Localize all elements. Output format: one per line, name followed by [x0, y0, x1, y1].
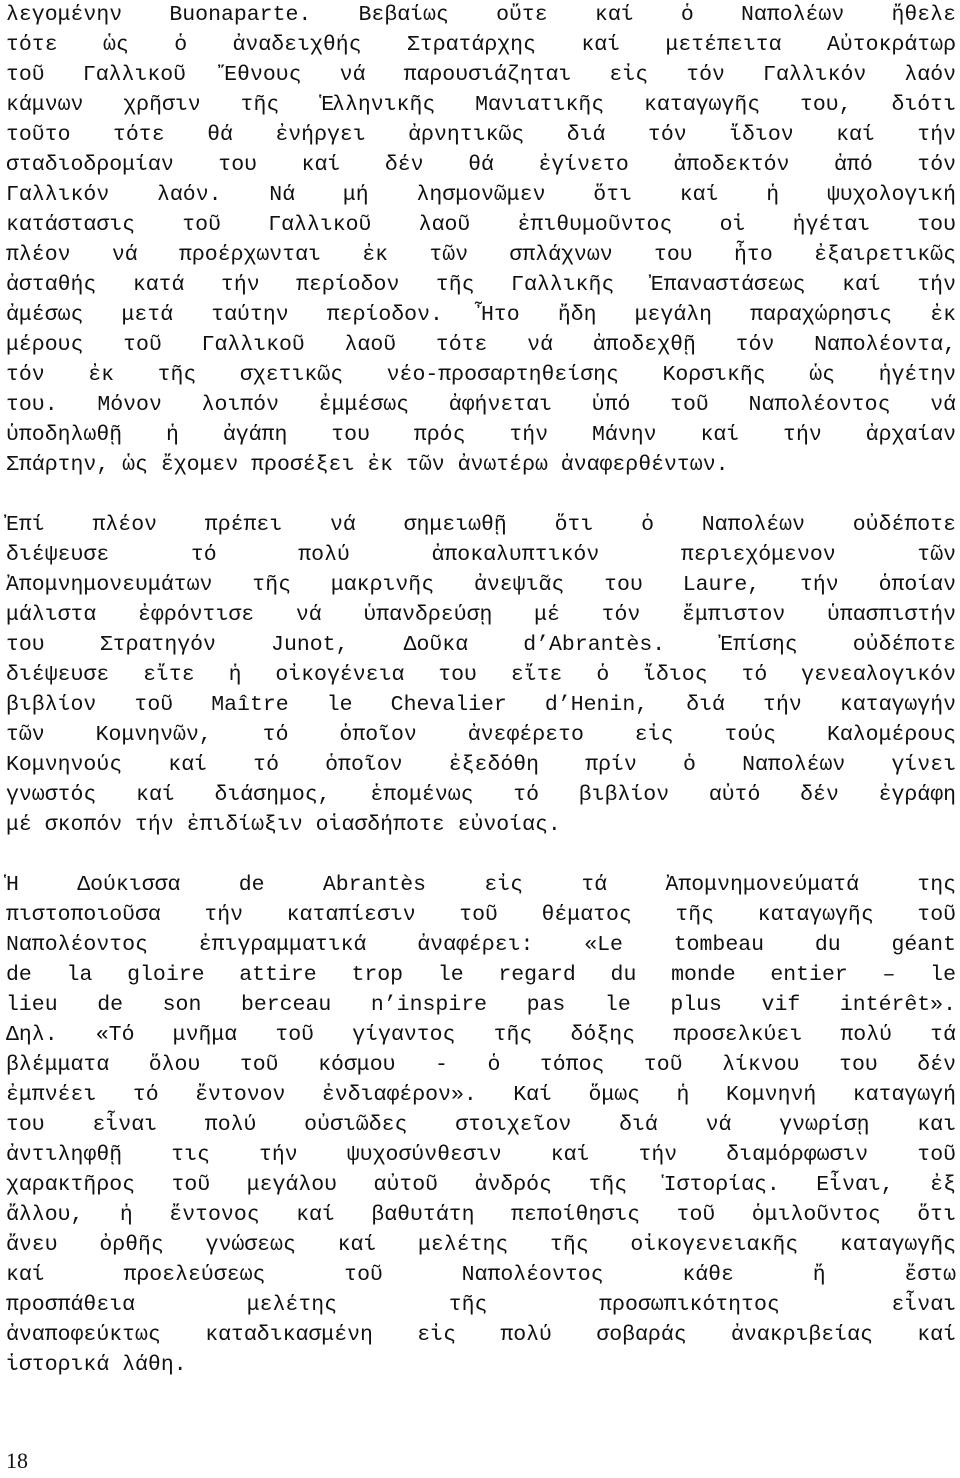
text-line: lieu de son berceau n’inspire pas le plus vif intérêt». [6, 993, 956, 1017]
text-line: ἀναποφεύκτως καταδικασμένη εἰς πολύ σοβαράς ἀνακριβείας καί [6, 1323, 956, 1347]
text-line: προσπάθεια μελέτης τῆς προσωπικότητος εἶναι [6, 1293, 956, 1317]
text-line: χαρακτῆρος τοῦ μεγάλου αὐτοῦ ἀνδρός τῆς Ἱστορίας. Εἶναι, ἐξ [6, 1173, 956, 1197]
document-page [6, 0, 956, 1380]
text-line: ἄνευ ὀρθῆς γνώσεως καί μελέτης τῆς οἰκογενειακῆς καταγωγῆς [6, 1233, 956, 1257]
paragraph-2 [6, 510, 956, 840]
text-line: Ἐπί πλέον πρέπει νά σημειωθῇ ὅτι ὁ Ναπολέων οὐδέποτε [6, 513, 956, 537]
text-line: πλέον νά προέρχωνται ἐκ τῶν σπλάχνων του ἦτο ἐξαιρετικῶς [6, 243, 956, 267]
text-line: ὑποδηλωθῇ ἡ ἀγάπη του πρός τήν Μάνην καί τήν ἀρχαίαν [6, 423, 956, 447]
text-line: τόν ἐκ τῆς σχετικῶς νέο-προσαρτηθείσης Κορσικῆς ὡς ἡγέτην [6, 363, 956, 387]
text-line: Γαλλικόν λαόν. Νά μή λησμονῶμεν ὅτι καί ἡ ψυχολογική [6, 183, 956, 207]
text-line: ἀμέσως μετά ταύτην περίοδον. Ἦτο ἤδη μεγάλη παραχώρησις ἐκ [6, 303, 956, 327]
text-line: μέρους τοῦ Γαλλικοῦ λαοῦ τότε νά ἀποδεχθῇ τόν Ναπολέοντα, [6, 333, 956, 357]
paragraph-gap [6, 840, 956, 870]
paragraph-gap [6, 480, 956, 510]
text-line: τῶν Κομνηνῶν, τό ὁποῖον ἀνεφέρετο εἰς τούς Καλομέρους [6, 723, 956, 747]
text-line: Κομνηνούς καί τό ὁποῖον ἐξεδόθη πρίν ὁ Ναπολέων γίνει [6, 753, 956, 777]
text-line: του εἶναι πολύ οὐσιῶδες στοιχεῖον διά νά γνωρίσῃ και [6, 1113, 956, 1137]
text-line: ἐμπνέει τό ἔντονον ἐνδιαφέρον». Καί ὅμως ἡ Κομνηνή καταγωγή [6, 1083, 956, 1107]
text-line: διέψευσε τό πολύ ἀποκαλυπτικόν περιεχόμενον τῶν [6, 543, 956, 567]
text-line: λεγομένην Buonaparte. Βεβαίως οὔτε καί ὁ Ναπολέων ἤθελε [6, 3, 956, 27]
text-line: του. Μόνον λοιπόν ἐμμέσως ἀφήνεται ὑπό τοῦ Ναπολέοντος νά [6, 393, 956, 417]
text-line: Ναπολέοντος ἐπιγραμματικά ἀναφέρει: «Le tombeau du géant [6, 933, 956, 957]
text-line: μάλιστα ἐφρόντισε νά ὑπανδρεύσῃ μέ τόν ἔμπιστον ὑπασπιστήν [6, 603, 956, 627]
text-line: κάμνων χρῆσιν τῆς Ἑλληνικῆς Μανιατικῆς καταγωγῆς του, διότι [6, 93, 956, 117]
text-line: ἀσταθής κατά τήν περίοδον τῆς Γαλλικῆς Ἐπαναστάσεως καί τήν [6, 273, 956, 297]
paragraph-3 [6, 870, 956, 1380]
text-line: κατάστασις τοῦ Γαλλικοῦ λαοῦ ἐπιθυμοῦντος οἱ ἡγέται του [6, 213, 956, 237]
text-line: γνωστός καί διάσημος, ἑπομένως τό βιβλίον αὐτό δέν ἐγράφη [6, 783, 956, 807]
text-line: ἀντιληφθῇ τις τήν ψυχοσύνθεσιν καί τήν διαμόρφωσιν τοῦ [6, 1143, 956, 1167]
text-line: ἱστορικά λάθη. [6, 1353, 187, 1377]
text-line: μέ σκοπόν τήν ἐπιδίωξιν οἱασδήποτε εὐνοίας. [6, 813, 561, 837]
text-line: Ἀπομνημονευμάτων τῆς μακρινῆς ἀνεψιᾶς του Laure, τήν ὁποίαν [6, 573, 956, 597]
text-line: πιστοποιοῦσα τήν καταπίεσιν τοῦ θέματος τῆς καταγωγῆς τοῦ [6, 903, 956, 927]
page-number: 18 [6, 1448, 28, 1473]
paragraph-1 [6, 0, 956, 480]
text-line: τότε ὡς ὁ ἀναδειχθής Στρατάρχης καί μετέπειτα Αὐτοκράτωρ [6, 33, 956, 57]
text-line: διέψευσε εἴτε ἡ οἰκογένεια του εἴτε ὁ ἴδιος τό γενεαλογικόν [6, 663, 956, 687]
text-line: de la gloire attire trop le regard du monde entier – le [6, 963, 956, 987]
text-line: τοῦτο τότε θά ἐνήργει ἀρνητικῶς διά τόν ἴδιον καί τήν [6, 123, 956, 147]
text-line: τοῦ Γαλλικοῦ Ἔθνους νά παρουσιάζηται εἰς τόν Γαλλικόν λαόν [6, 63, 956, 87]
text-line: καί προελεύσεως τοῦ Ναπολέοντος κάθε ἤ ἔστω [6, 1263, 956, 1287]
text-line: βλέμματα ὅλου τοῦ κόσμου - ὁ τόπος τοῦ λίκνου του δέν [6, 1053, 956, 1077]
text-line: Σπάρτην, ὡς ἔχομεν προσέξει ἐκ τῶν ἀνωτέρω ἀναφερθέντων. [6, 453, 729, 477]
text-line: Ἡ Δούκισσα de Abrantès εἰς τά Ἀπομνημονεύματά της [6, 873, 956, 897]
text-line: βιβλίον τοῦ Maître le Chevalier d’Henin, διά τήν καταγωγήν [6, 693, 956, 717]
text-line: Δηλ. «Τό μνῆμα τοῦ γίγαντος τῆς δόξης προσελκύει πολύ τά [6, 1023, 956, 1047]
text-line: ἄλλου, ἡ ἔντονος καί βαθυτάτη πεποίθησις τοῦ ὁμιλοῦντος ὅτι [6, 1203, 956, 1227]
text-line: του Στρατηγόν Junot, Δοῦκα d’Abrantès. Ἐπίσης οὐδέποτε [6, 633, 956, 657]
text-line: σταδιοδρομίαν του καί δέν θά ἐγίνετο ἀποδεκτόν ἀπό τόν [6, 153, 956, 177]
